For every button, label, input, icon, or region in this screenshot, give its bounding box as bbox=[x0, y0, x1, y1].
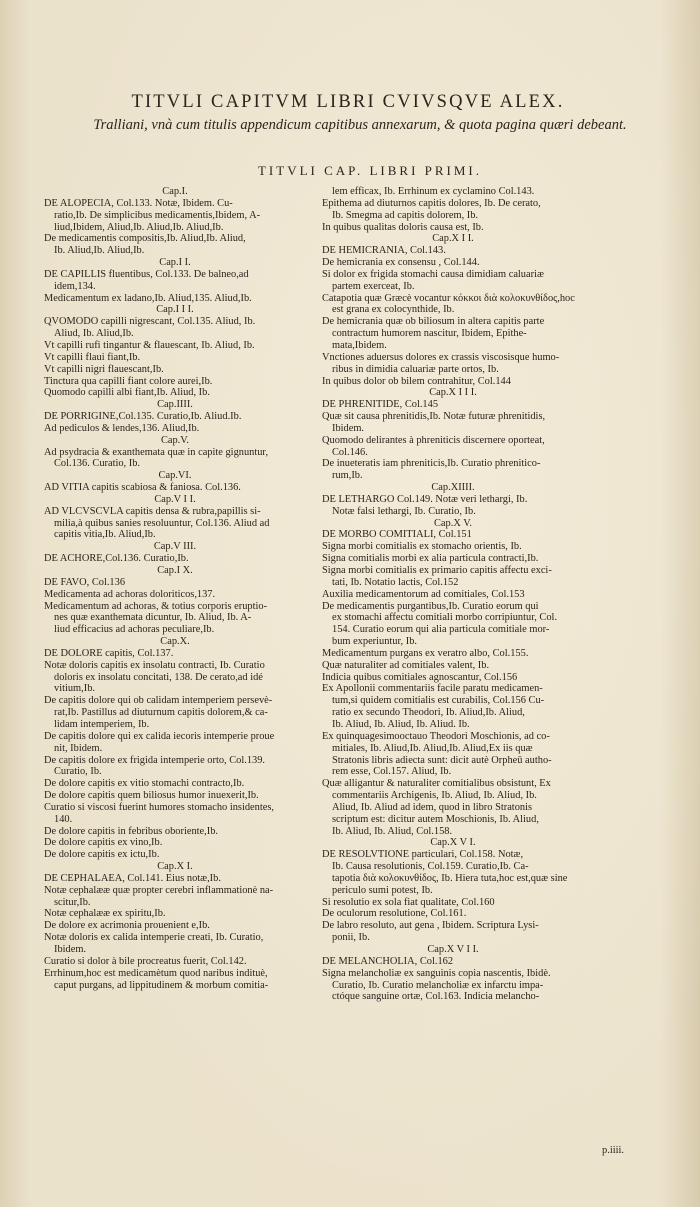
index-line: scriptum est: dicitur autem Moschionis, Ib. Aliud, bbox=[332, 813, 539, 825]
index-line: De medicamentis purgantibus,Ib. Curatio eorum qui bbox=[322, 600, 539, 612]
index-line: doloris ex insolatu concitati, 138. De cerato,ad idé bbox=[54, 671, 263, 683]
index-line: Medicamenta ad achoras doloriticos,137. bbox=[44, 588, 216, 600]
index-line: Si dolor ex frigida stomachi causa dimidiam caluariæ bbox=[322, 268, 544, 280]
index-line: Ib. Aliud, Ib. Aliud, Ib. Aliud. Ib. bbox=[332, 718, 470, 730]
index-line: scitur,Ib. bbox=[54, 896, 91, 908]
index-line: Vt capilli rufi tingantur & flauescant, Ib. Aliud, Ib. bbox=[44, 339, 255, 351]
index-line: Aliud, Ib. Aliud,Ib. bbox=[54, 328, 134, 340]
index-line: De capitis dolore ex frigida intemperie orto, Col.139. bbox=[44, 754, 266, 766]
index-line: DE CAPILLIS fluentibus, Col.133. De balneo,ad bbox=[44, 268, 249, 280]
index-line: ponii, Ib. bbox=[332, 932, 370, 944]
index-line: Quomodo delirantes à phreniticis discernere oporteat, bbox=[322, 434, 545, 446]
index-line: Medicamentum ad achoras, & totius corporis eruptio- bbox=[44, 600, 268, 612]
index-line: De inueteratis iam phreniticis,Ib. Curatio phrenitico- bbox=[322, 458, 541, 470]
chapter-heading: Cap.X. bbox=[160, 636, 190, 648]
chapter-heading: Cap.X V I. bbox=[430, 837, 476, 849]
index-line: Curatio si viscosi fuerint humores stomacho insidentes, bbox=[44, 801, 275, 813]
index-line: Vt capilli flaui fiant,Ib. bbox=[44, 351, 141, 363]
index-line: Notæ doloris ex calida intemperie creati, Ib. Curatio, bbox=[44, 932, 264, 944]
index-line: DE LETHARGO Col.149. Notæ veri lethargi, Ib. bbox=[322, 493, 528, 505]
index-line: ribus in dimidia caluariæ parte ortos, Ib. bbox=[332, 363, 499, 375]
chapter-heading: Cap.X I I I. bbox=[429, 387, 477, 399]
index-line: periculo sumi potest, Ib. bbox=[332, 884, 433, 896]
index-line: Ib. Causa resolutionis, Col.159. Curatio,Ib. Ca- bbox=[332, 861, 529, 873]
index-line: Signa comitialis morbi ex alia particula contracti,Ib. bbox=[322, 553, 539, 565]
left-column bbox=[44, 186, 306, 991]
index-line: ratio ex secundo Theodori, Ib. Aliud,Ib. Aliud, bbox=[332, 707, 525, 719]
index-line: Medicamentum purgans ex veratro albo, Col.155. bbox=[322, 647, 529, 659]
index-line: De dolore capitis ex vitio stomachi contracto,Ib. bbox=[44, 778, 245, 790]
index-line: capitis vitia,Ib. Aliud,Ib. bbox=[54, 529, 156, 541]
index-line: est grana ex colocynthide, Ib. bbox=[332, 304, 455, 316]
index-line: rum,Ib. bbox=[332, 470, 363, 482]
index-line: bum experiuntur, Ib. bbox=[332, 636, 417, 648]
index-line: DE MORBO COMITIALI, Col.151 bbox=[322, 529, 472, 541]
index-line: Signa melancholiæ ex sanguinis copia nascentis, Ibidè. bbox=[322, 967, 551, 979]
index-line: nit, Ibidem. bbox=[54, 742, 103, 754]
index-line: Quæ naturaliter ad comitiales valent, Ib. bbox=[322, 659, 490, 671]
index-line: 154. Curatio eorum qui alia particula comitiale mor- bbox=[332, 624, 550, 636]
index-line: AD VLCVSCVLA capitis densa & rubra,papillis si- bbox=[44, 505, 261, 517]
index-line: In quibus qualitas doloris causa est, Ib. bbox=[322, 221, 484, 233]
index-line: De medicamentis compositis,Ib. Aliud,Ib. Aliud, bbox=[44, 233, 246, 245]
index-line: ex stomachi affectu comitiali morbo corripiuntur, Col. bbox=[332, 612, 558, 624]
index-line: Quæ sit causa phrenitidis,Ib. Notæ futuræ phrenitidis, bbox=[322, 411, 546, 423]
index-line: Errhinum,hoc est medicamètum quod naribus indituè, bbox=[44, 967, 268, 979]
index-line: De dolore capitis ex vino,Ib. bbox=[44, 837, 163, 849]
index-line: DE MELANCHOLIA, Col.162 bbox=[322, 955, 454, 967]
index-line: DE CEPHALAEA, Col.141. Eius notæ,Ib. bbox=[44, 872, 221, 884]
index-line: In quibus dolor ob bilem contrahitur, Col.144 bbox=[322, 375, 511, 387]
chapter-heading: Cap.I I. bbox=[159, 257, 191, 269]
chapter-heading: Cap.X I I. bbox=[432, 233, 474, 245]
index-line: De dolore capitis ex ictu,Ib. bbox=[44, 849, 160, 861]
chapter-heading: Cap.X V I I. bbox=[427, 944, 479, 955]
index-line: Notæ falsi lethargi, Ib. Curatio, Ib. bbox=[332, 505, 476, 517]
index-line: Vnctiones aduersus dolores ex crassis viscosisque humo- bbox=[322, 351, 560, 363]
index-line: liud efficacius ad achoras peculiare,Ib. bbox=[54, 624, 215, 636]
index-line: Ex Apollonii commentariis facile paratu medicamen- bbox=[322, 683, 543, 695]
chapter-heading: Cap.I. bbox=[162, 186, 188, 197]
index-line: Tinctura qua capilli fiant colore aurei,Ib. bbox=[44, 375, 213, 387]
index-line: Medicamentum ex ladano,Ib. Aliud,135. Aliud,Ib. bbox=[44, 292, 252, 304]
index-line: De hemicrania ex consensu , Col.144. bbox=[322, 257, 480, 269]
index-line: DE DOLORE capitis, Col.137. bbox=[44, 647, 174, 659]
index-line: Ib. Aliud, Ib. Aliud, Col.158. bbox=[332, 825, 453, 837]
signature-mark: p.iiii. bbox=[602, 1145, 624, 1156]
index-line: DE PHRENITIDE, Col.145 bbox=[322, 399, 439, 411]
index-line: caput purgans, ad lippitudinem & morbum comitia- bbox=[54, 979, 269, 991]
index-line: De dolore capitis in febribus oboriente,Ib. bbox=[44, 825, 218, 837]
index-line: rat,Ib. Pastillus ad diuturnum capitis dolorem,& ca- bbox=[54, 707, 268, 719]
chapter-heading: Cap.I X. bbox=[157, 565, 193, 576]
index-line: mata,Ibidem. bbox=[332, 339, 387, 351]
book-heading: TITVLI CAP. LIBRI PRIMI. bbox=[257, 163, 483, 178]
index-line: Notæ doloris capitis ex insolatu contracti, Ib. Curatio bbox=[44, 659, 265, 671]
index-line: De dolore capitis quem biliosus humor inuexerit,Ib. bbox=[44, 790, 259, 802]
chapter-heading: Cap.I I I. bbox=[156, 304, 194, 316]
index-line: Epithema ad diuturnos capitis dolores, Ib. De cerato, bbox=[322, 197, 541, 209]
index-line: commentariis Archigenis, Ib. Aliud, Ib. Aliud, Ib. bbox=[332, 790, 537, 802]
index-line: Catapotia quæ Græcè vocantur κόκκοι διὰ κολοκυνθίδος,hoc bbox=[322, 292, 575, 304]
chapter-heading: Cap.IIII. bbox=[157, 399, 193, 411]
index-line: Ad psydracia & exanthemata quæ in capite gignuntur, bbox=[44, 446, 269, 458]
index-line: De hemicrania quæ ob biliosum in altera capitis parte bbox=[322, 316, 545, 328]
chapter-heading: Cap.XIIII. bbox=[431, 482, 475, 494]
chapter-heading: Cap.V III. bbox=[153, 541, 197, 553]
index-line: DE ACHORE,Col.136. Curatio,Ib. bbox=[44, 553, 189, 565]
index-line: De labro resoluto, aut gena , Ibidem. Scriptura Lysi- bbox=[322, 920, 539, 932]
index-line: tati, Ib. Notatio lactis, Col.152 bbox=[332, 576, 459, 588]
index-line: Si resolutio ex sola fiat qualitate, Col.160 bbox=[322, 896, 495, 908]
index-line: idem,134. bbox=[54, 280, 96, 292]
index-line: vitium,Ib. bbox=[54, 683, 95, 695]
index-line: Notæ cephalææ quæ propter cerebri inflammationè na- bbox=[44, 884, 274, 896]
index-line: Ib. Smegma ad capitis dolorem, Ib. bbox=[332, 209, 479, 221]
index-line: Quæ alligantur & naturaliter comitialibus obsistunt, Ex bbox=[322, 778, 551, 790]
index-line: ratio,Ib. De simplicibus medicamentis,Ibidem, A- bbox=[54, 209, 261, 221]
index-line: Vt capilli nigri flauescant,Ib. bbox=[44, 363, 164, 375]
index-line: tapotia διὰ κολοκυνθίδος, Ib. Hiera tuta,hoc est,quæ sine bbox=[332, 872, 568, 884]
index-line: Signa morbi comitialis ex primario capitis affectu exci- bbox=[322, 565, 552, 576]
index-line: De capitis dolore qui ob calidam intemperiem persevè- bbox=[44, 695, 273, 707]
index-line: Curatio, Ib. bbox=[54, 766, 102, 778]
chapter-heading: Cap.V. bbox=[160, 434, 190, 446]
index-line: lidam intemperiem, Ib. bbox=[54, 718, 150, 730]
index-line: De oculorum resolutione, Col.161. bbox=[322, 908, 467, 920]
chapter-heading: Cap.X I. bbox=[157, 861, 193, 873]
index-line: Curatio si dolor à bile procreatus fuerit, Col.142. bbox=[44, 955, 247, 967]
index-line: nes quæ exanthemata dicuntur, Ib. Aliud, Ib. A- bbox=[54, 612, 252, 624]
index-line: Quomodo capilli albi fiant,Ib. Aliud, Ib. bbox=[44, 387, 210, 399]
index-line: DE HEMICRANIA, Col.143. bbox=[322, 245, 446, 257]
page-title: TITVLI CAPITVM LIBRI CVIVSQVE ALEX. bbox=[131, 92, 565, 112]
index-line: Aliud, Ib. Aliud ad idem, quod in libro Stratonis bbox=[332, 801, 533, 813]
index-line: AD VITIA capitis scabiosa & faniosa. Col.136. bbox=[44, 482, 241, 494]
index-line: Ibidem. bbox=[54, 944, 87, 955]
index-line: lem efficax, Ib. Errhinum ex cyclamino Col.143. bbox=[332, 186, 535, 197]
index-line: ctóque sanguine ortæ, Col.163. Indicia melancho- bbox=[332, 991, 540, 1003]
index-line: Ex quinquagesimooctauo Theodori Moschionis, ad co- bbox=[322, 730, 550, 742]
chapter-heading: Cap.V I I. bbox=[154, 493, 196, 505]
index-line: milia,à quibus sanies resoluuntur, Col.136. Aliud ad bbox=[54, 517, 270, 529]
index-line: DE FAVO, Col.136 bbox=[44, 576, 126, 588]
index-line: DE ALOPECIA, Col.133. Notæ, Ibidem. Cu- bbox=[44, 197, 233, 209]
index-line: Col.146. bbox=[332, 446, 368, 458]
index-line: mitiales, Ib. Aliud,Ib. Aliud,Ib. Aliud,Ex iis quæ bbox=[332, 742, 533, 754]
chapter-heading: Cap.VI. bbox=[158, 470, 192, 482]
index-line: De dolore ex acrimonia prouenient e,Ib. bbox=[44, 920, 210, 932]
index-line: liud,Ibidem, Aliud,Ib. Aliud,Ib. Aliud,Ib. bbox=[54, 221, 224, 233]
index-line: partem exerceat, Ib. bbox=[332, 280, 415, 292]
index-line: Signa morbi comitialis ex stomacho orientis, Ib. bbox=[322, 541, 522, 553]
index-line: Ib. Aliud,Ib. Aliud,Ib. bbox=[54, 245, 145, 257]
index-line: 140. bbox=[54, 813, 73, 825]
index-line: Notæ cephalææ ex spiritu,Ib. bbox=[44, 908, 166, 920]
index-line: contractum humorem nascitur, Ibidem, Epithe- bbox=[332, 328, 527, 340]
index-line: Ibidem. bbox=[332, 422, 365, 434]
index-line: De capitis dolore qui ex calida iecoris intemperie proue bbox=[44, 730, 275, 742]
index-line: rem esse, Col.157. Aliud, Ib. bbox=[332, 766, 452, 778]
index-line: Auxilia medicamentorum ad comitiales, Col.153 bbox=[322, 588, 525, 600]
index-line: DE RESOLVTIONE particulari, Col.158. Notæ, bbox=[322, 849, 524, 861]
index-line: Curatio, Ib. Curatio melancholiæ ex infarctu impa- bbox=[332, 979, 544, 991]
page-subtitle: Tralliani, vnà cum titulis appendicum capitibus annexarum, & quota pagina quæri debeant. bbox=[93, 117, 627, 133]
index-line: Indicia quibus comitiales agnoscantur, Col.156 bbox=[322, 671, 518, 683]
index-line: Col.136. Curatio, Ib. bbox=[54, 458, 141, 470]
index-line: Ad pediculos & lendes,136. Aliud,Ib. bbox=[44, 422, 200, 434]
index-line: QVOMODO capilli nigrescant, Col.135. Aliud, Ib. bbox=[44, 316, 256, 328]
index-line: tum,si quidem comitialis est curabilis, Col.156 Cu- bbox=[332, 695, 545, 707]
index-line: DE PORRIGINE,Col.135. Curatio,Ib. Aliud.Ib. bbox=[44, 411, 242, 423]
index-line: Stratonis libris adiecta sunt: dicit autè Orpheū autho- bbox=[332, 754, 552, 766]
chapter-heading: Cap.X V. bbox=[433, 517, 472, 529]
right-column bbox=[322, 186, 584, 1003]
